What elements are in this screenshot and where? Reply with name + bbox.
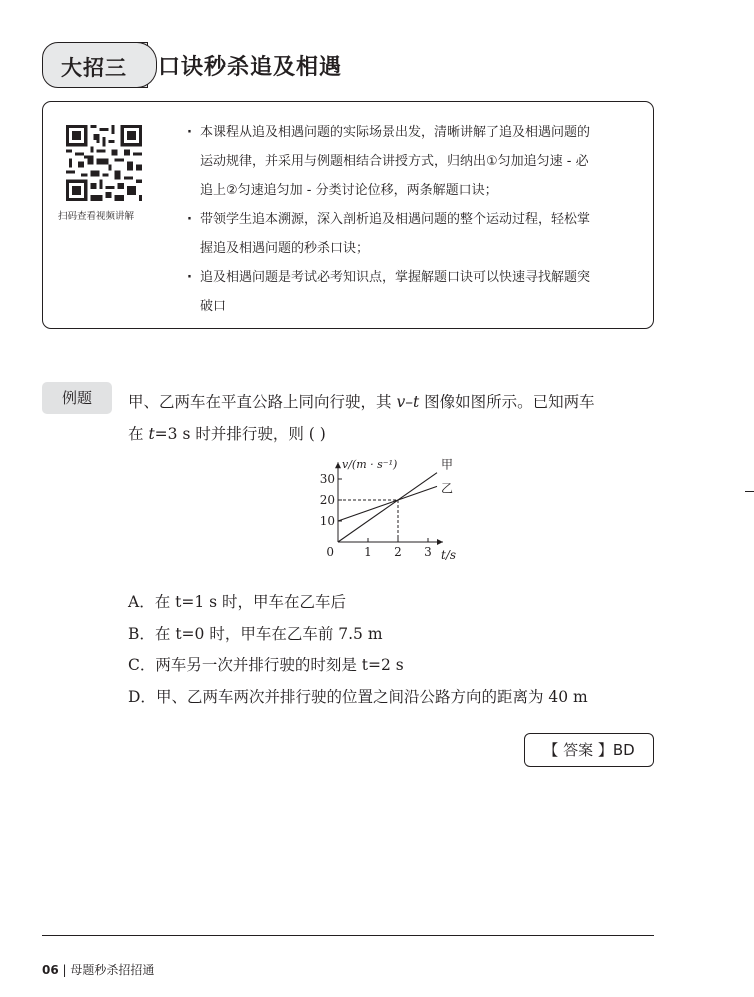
question-variable: v–t	[396, 393, 420, 411]
x-axis-arrow	[437, 539, 443, 545]
series-label: 乙	[441, 481, 454, 496]
option-text: 在 t=1 s 时，甲车在乙车后	[154, 593, 347, 611]
option-label: B．	[128, 624, 155, 643]
option-label: C．	[128, 656, 156, 674]
option-c	[128, 650, 588, 682]
intro-bullet	[186, 205, 641, 263]
option-d	[128, 682, 588, 714]
option-label: D．	[128, 687, 156, 706]
y-axis-arrow	[335, 462, 341, 468]
question-text	[128, 386, 658, 450]
bullet-line: 破口	[200, 299, 227, 314]
question-text-part: 甲、乙两车在平直公路上同向行驶，其	[128, 393, 397, 411]
option-b	[128, 619, 588, 651]
y-tick-label: 20	[319, 493, 335, 507]
series-line	[338, 486, 437, 521]
x-tick-label: 1	[364, 545, 372, 559]
page-title: 口诀秒杀追及相遇	[158, 55, 343, 80]
qr-caption: 扫码查看视频讲解	[58, 211, 135, 222]
option-text: 两车另一次并排行驶的时刻是 t=2 s	[155, 656, 404, 674]
series-label: 甲	[441, 457, 454, 472]
x-tick-label: 3	[424, 545, 432, 559]
question-variable: t	[148, 425, 155, 443]
origin-label: 0	[326, 545, 334, 559]
bullet-line: 追上②匀速追匀加 - 分类讨论位移，两条解题口诀；	[200, 183, 498, 198]
y-tick-label: 30	[319, 472, 335, 486]
question-text-part: =3 s 时并排行驶，则 ( )	[154, 425, 326, 443]
book-title: 母题秒杀招招通	[70, 963, 155, 977]
x-axis-label: t/s	[441, 548, 457, 562]
option-list	[128, 587, 588, 713]
y-axis-label: v/(m · s⁻¹)	[342, 458, 398, 472]
series-line	[338, 473, 437, 542]
example-tag: 例题	[42, 382, 112, 414]
question-line-2	[128, 418, 658, 450]
question-line-1	[128, 386, 658, 418]
option-text: 甲、乙两车两次并排行驶的位置之间沿公路方向的距离为 40 m	[155, 687, 588, 706]
option-a	[128, 587, 588, 619]
bullet-line: 握追及相遇问题的秒杀口诀；	[200, 241, 370, 256]
crop-mark	[745, 491, 754, 492]
bullet-line: · 追及相遇问题是考试必考知识点，掌握解题口诀可以快速寻找解题突	[200, 270, 591, 285]
chapter-tag-label: 大招三	[61, 56, 127, 80]
intro-bullet	[186, 263, 641, 321]
vt-graph	[310, 450, 470, 568]
footer: 06 | 母题秒杀招招通	[42, 963, 155, 977]
qr-code-icon	[66, 125, 142, 201]
footer-divider	[42, 935, 654, 936]
bullet-line: 运动规律，并采用与例题相结合讲授方式，归纳出①匀加追匀速 - 必	[200, 154, 589, 169]
answer-box: 【 答案 】BD	[524, 733, 654, 767]
question-text-part: 图像如图所示。已知两车	[419, 393, 595, 411]
chapter-tag	[42, 42, 148, 88]
question-text-part: 在	[128, 425, 149, 443]
bullet-line: · 带领学生追本溯源，深入剖析追及相遇问题的整个运动过程，轻松掌	[200, 212, 591, 227]
y-tick-label: 10	[319, 514, 335, 528]
bullet-line: · 本课程从追及相遇问题的实际场景出发，清晰讲解了追及相遇问题的	[200, 125, 591, 140]
x-tick-label: 2	[394, 545, 402, 559]
option-label: A．	[128, 593, 155, 611]
intro-bullet	[186, 118, 641, 205]
page-number: 06	[42, 963, 59, 977]
intro-bullet-list	[186, 118, 641, 321]
option-text: 在 t=0 时，甲车在乙车前 7.5 m	[154, 624, 383, 643]
